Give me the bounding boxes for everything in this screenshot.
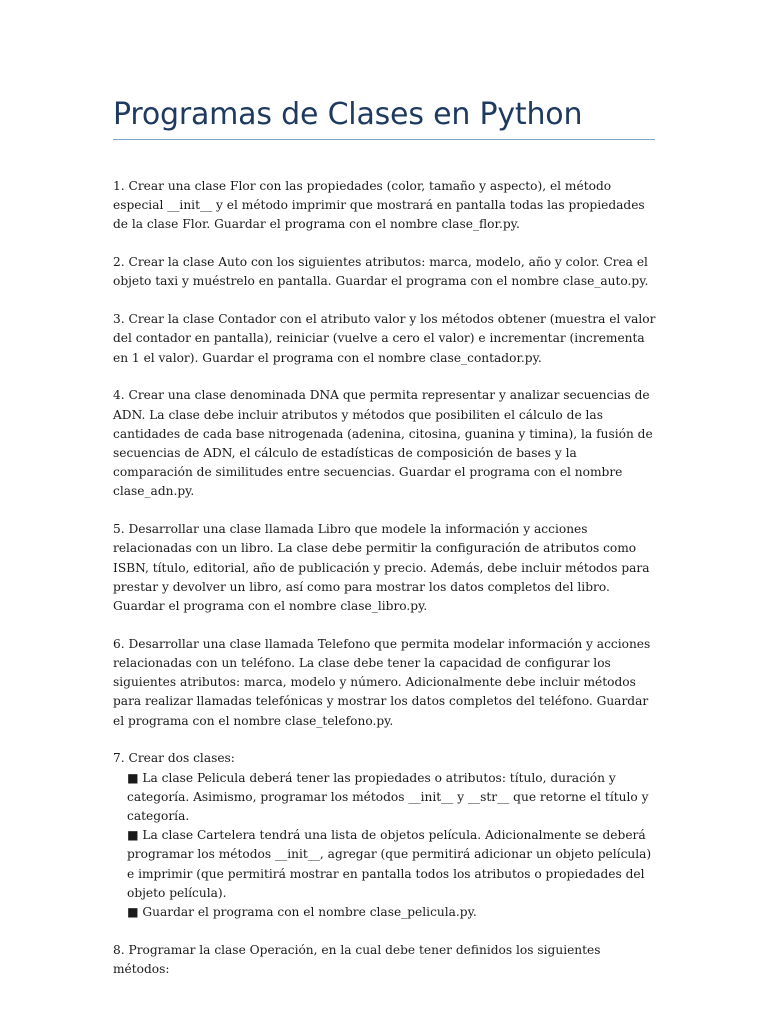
exercise-7-intro: 7. Crear dos clases:: [113, 751, 235, 766]
exercise-6: 6. Desarrollar una clase llamada Telefono que permita modelar información y acciones relacionadas con un teléfono. La clase debe tener la capacidad de configurar los siguientes atributos: marca, modelo y número. Adicionalmente debe incluir métodos para realizar llamadas telefónicas y mostrar los datos completos del teléfono. Guardar el programa con el nombre clase_telefono.py.: [113, 636, 651, 728]
square-bullet-icon: ■: [127, 770, 139, 785]
square-bullet-icon: ■: [127, 905, 139, 920]
square-bullet-icon: ■: [127, 828, 139, 843]
exercise-2: 2. Crear la clase Auto con los siguientes atributos: marca, modelo, año y color. Crea el objeto taxi y muéstrelo en pantalla. Guardar el programa con el nombre clase_auto.py.: [113, 255, 649, 289]
exercise-7-bullet-3: ■ Guardar el programa con el nombre clase_pelicula.py.: [127, 905, 477, 920]
exercise-7-bullet-1: ■ La clase Pelicula deberá tener las propiedades o atributos: título, duración y categoría. Asimismo, programar los métodos __init__ y __str__ que retorne el título y categoría.: [127, 770, 649, 824]
exercise-5: 5. Desarrollar una clase llamada Libro que modele la información y acciones relacionadas con un libro. La clase debe permitir la configuración de atributos como ISBN, título, editorial, año de publicación y precio. Además, debe incluir métodos para prestar y devolver un libro, así como para mostrar los datos completos del libro. Guardar el programa con el nombre clase_libro.py.: [113, 522, 650, 614]
document-body: [113, 177, 658, 979]
document-title: Programas de Clases en Python: [113, 97, 583, 132]
exercise-1: 1. Crear una clase Flor con las propiedades (color, tamaño y aspecto), el método especial __init__ y el método imprimir que mostrará en pantalla todas las propiedades de la clase Flor. Guardar el programa con el nombre clase_flor.py.: [113, 179, 645, 232]
exercise-3: 3. Crear la clase Contador con el atributo valor y los métodos obtener (muestra el valor del contador en pantalla), reiniciar (vuelve a cero el valor) e incrementar (incrementa en 1 el valor). Guardar el programa con el nombre clase_contador.py.: [113, 312, 656, 365]
exercise-8: 8. Programar la clase Operación, en la cual debe tener definidos los siguientes métodos:: [113, 942, 601, 977]
document-page: [113, 0, 658, 998]
title-divider: [113, 139, 655, 140]
exercise-4: 4. Crear una clase denominada DNA que permita representar y analizar secuencias de ADN. La clase debe incluir atributos y métodos que posibiliten el cálculo de las cantidades de cada base nitrogenada (adenina, citosina, guanina y timina), la fusión de secuencias de ADN, el cálculo de estadísticas de composición de bases y la comparación de similitudes entre secuencias. Guardar el programa con el nombre clase_adn.py.: [113, 388, 653, 499]
exercise-7: [113, 749, 658, 922]
exercise-7-bullet-2: ■ La clase Cartelera tendrá una lista de objetos película. Adicionalmente se deberá programar los métodos __init__, agregar (que permitirá adicionar un objeto película) e imprimir (que permitirá mostrar en pantalla todos los atributos o propiedades del objeto película).: [127, 828, 652, 900]
